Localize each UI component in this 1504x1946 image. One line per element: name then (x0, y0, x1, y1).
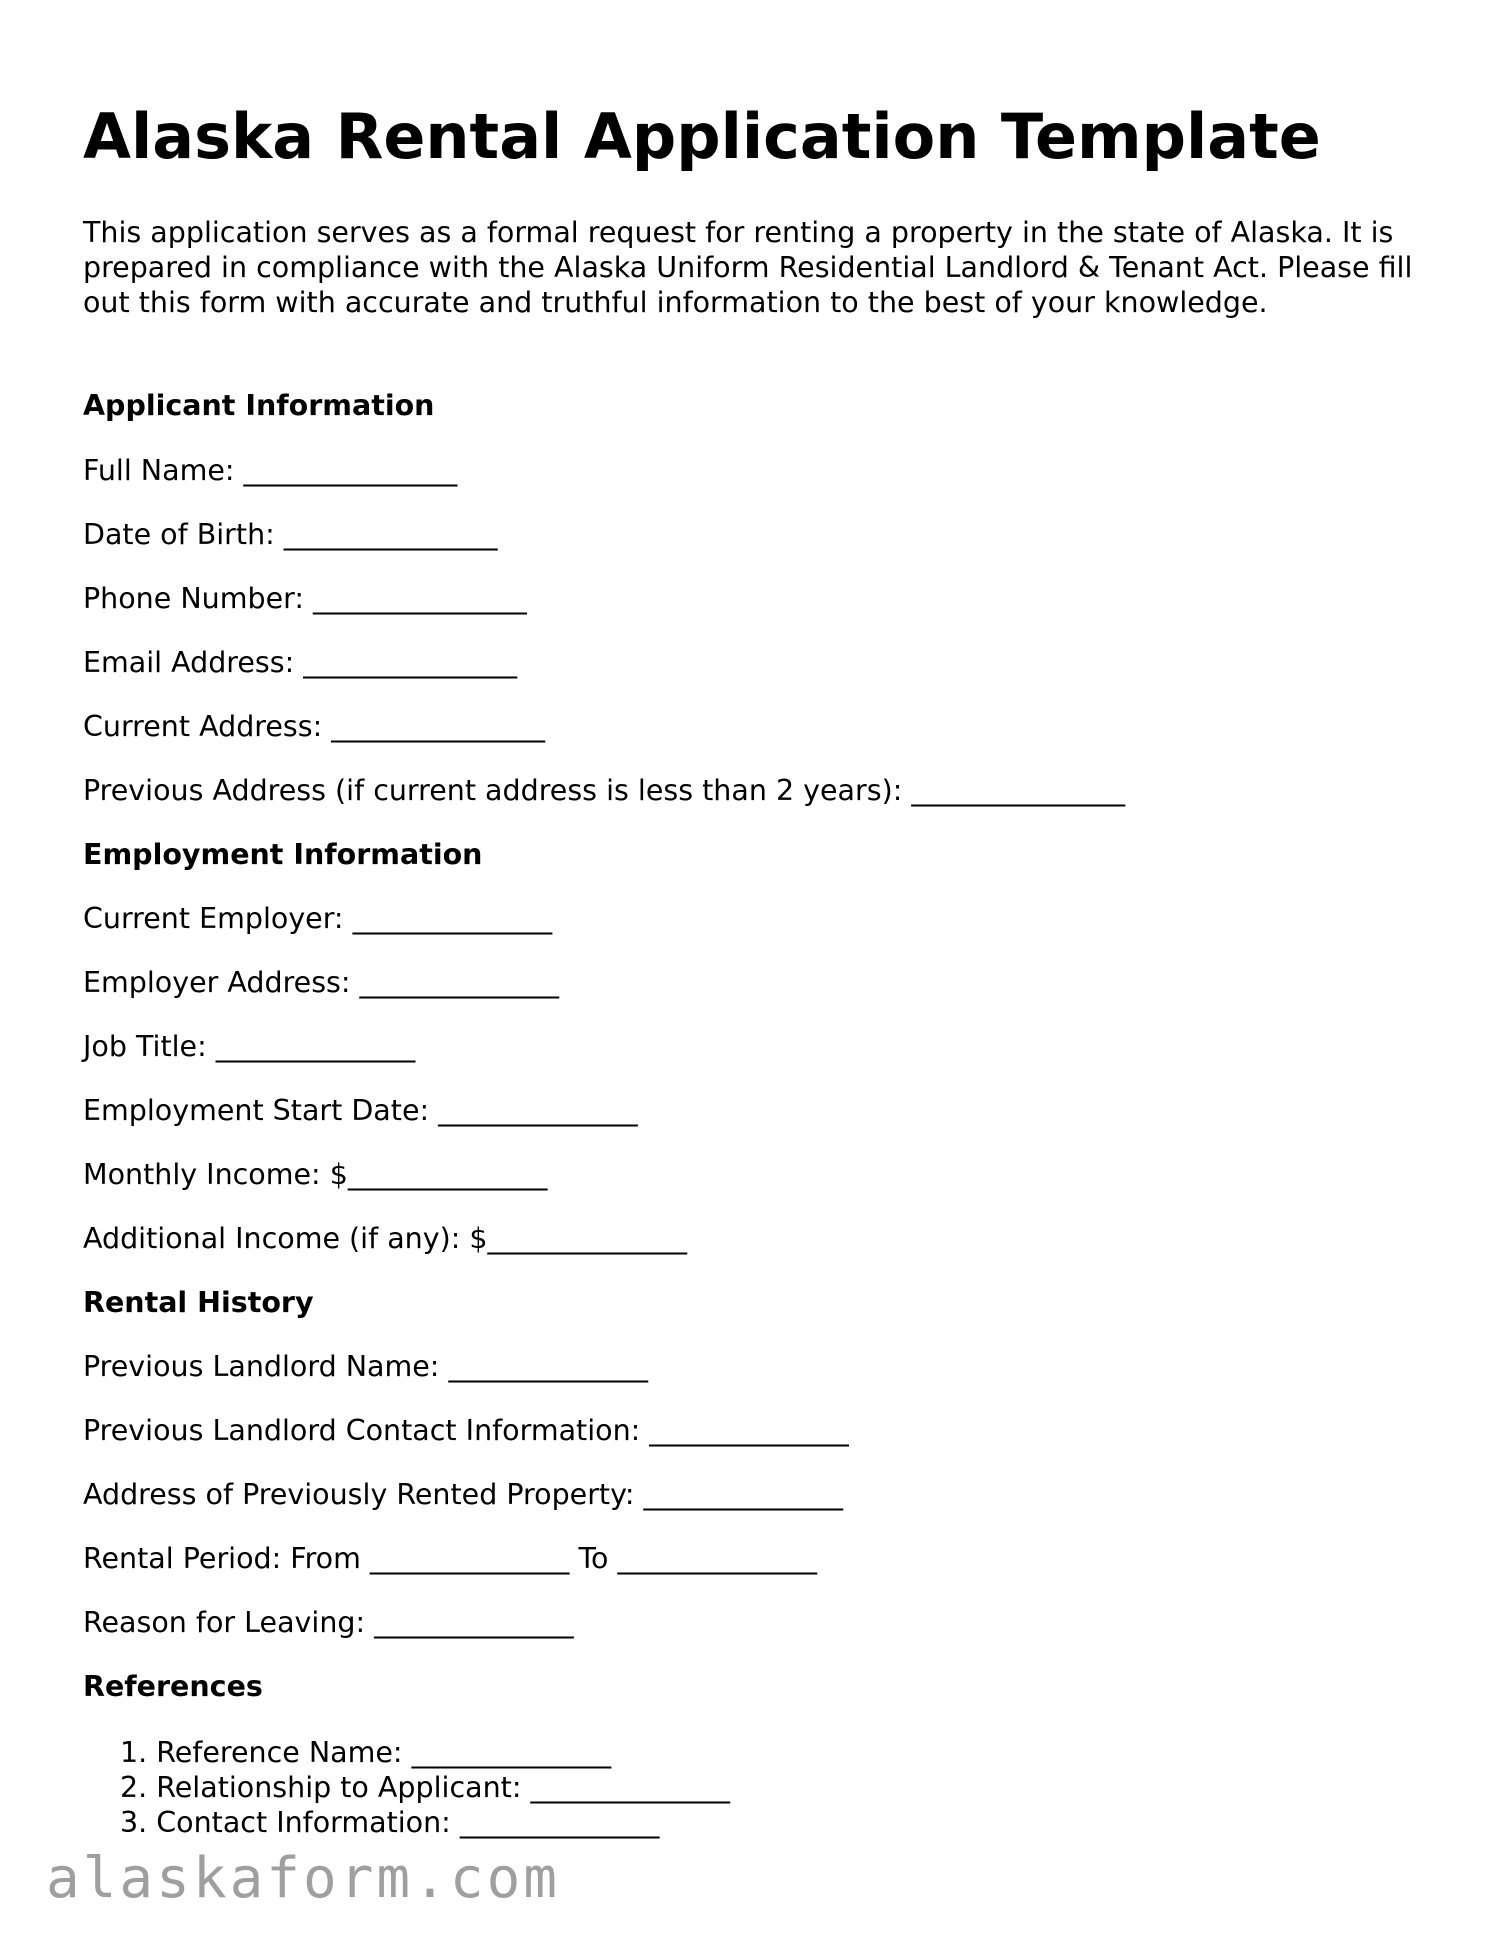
reference-contact-item: 3. Contact Information: ______________ (120, 1806, 660, 1839)
rental-history-section-heading: Rental History (83, 1286, 314, 1319)
reference-name-item: 1. Reference Name: ______________ (120, 1736, 612, 1769)
job-title-field: Job Title: ______________ (83, 1030, 416, 1063)
previous-address-field: Previous Address (if current address is less than 2 years): _______________ (83, 774, 1126, 807)
references-section-heading: References (83, 1670, 263, 1703)
current-address-field: Current Address: _______________ (83, 710, 546, 743)
reference-relationship-item: 2. Relationship to Applicant: ______________ (120, 1771, 730, 1804)
monthly-income-field: Monthly Income: $______________ (83, 1158, 548, 1191)
previous-landlord-name-field: Previous Landlord Name: ______________ (83, 1350, 648, 1383)
employer-address-field: Employer Address: ______________ (83, 966, 560, 999)
watermark: alaskaform.com (46, 1846, 561, 1911)
additional-income-field: Additional Income (if any): $______________ (83, 1222, 687, 1255)
document-title: Alaska Rental Application Template (83, 100, 1321, 173)
applicant-section-heading: Applicant Information (83, 389, 435, 422)
email-address-field: Email Address: _______________ (83, 646, 518, 679)
intro-paragraph: This application serves as a formal request for renting a property in the state of Alaska. It is prepared in compliance with the Alaska Uniform Residential Landlord & Tenant Act. Please fill out this form with accurate and truthful information to the best of your knowledge. (83, 216, 1413, 319)
current-employer-field: Current Employer: ______________ (83, 902, 553, 935)
full-name-field: Full Name: _______________ (83, 454, 458, 487)
employment-section-heading: Employment Information (83, 838, 483, 871)
employment-start-date-field: Employment Start Date: ______________ (83, 1094, 638, 1127)
previous-landlord-contact-field: Previous Landlord Contact Information: ______________ (83, 1414, 849, 1447)
phone-number-field: Phone Number: _______________ (83, 582, 527, 615)
date-of-birth-field: Date of Birth: _______________ (83, 518, 498, 551)
rental-period-field: Rental Period: From ______________ To ______________ (83, 1542, 818, 1575)
references-list (83, 1735, 730, 1840)
previous-property-address-field: Address of Previously Rented Property: ______________ (83, 1478, 844, 1511)
reason-for-leaving-field: Reason for Leaving: ______________ (83, 1606, 574, 1639)
